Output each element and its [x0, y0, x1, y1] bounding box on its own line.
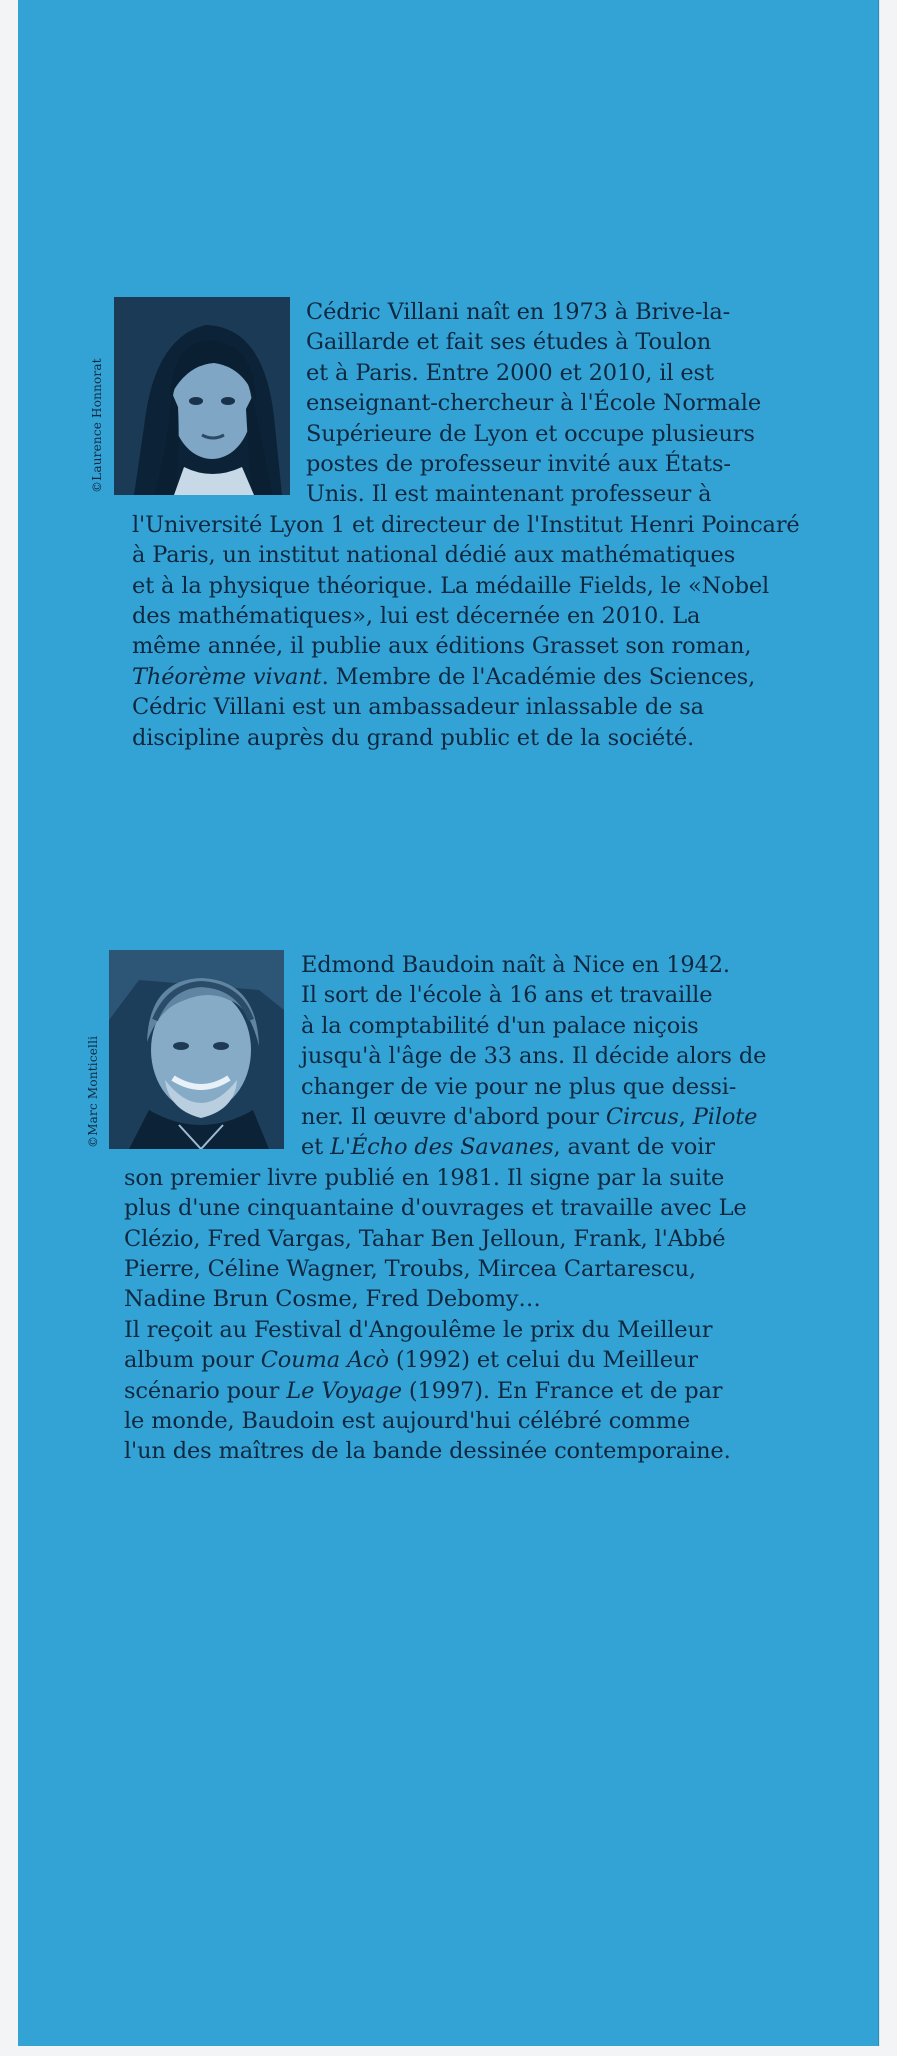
bio-line: [124, 1315, 712, 1345]
text-segment: ,: [678, 1104, 693, 1130]
text-segment: album pour: [124, 1347, 261, 1374]
bio-line: [306, 327, 711, 357]
text-segment: (1997). En France et de par: [401, 1377, 723, 1404]
text-segment: ner. Il œuvre d'abord pour: [301, 1104, 606, 1130]
text-segment: , avant de voir: [553, 1134, 715, 1161]
text-segment: le monde, Baudoin est aujourd'hui célébré comme: [124, 1408, 691, 1434]
text-segment: plus d'une cinquantaine d'ouvrages et travaille avec Le: [124, 1195, 747, 1222]
bio-line: [132, 662, 755, 692]
italic-title: Le Voyage: [286, 1377, 402, 1404]
text-segment: Clézio, Fred Vargas, Tahar Ben Jelloun, Frank, l'Abbé: [124, 1225, 726, 1252]
bio-line: [132, 571, 769, 601]
bio-line: [301, 950, 730, 980]
bio-line: [124, 1193, 747, 1223]
bio-line: [301, 980, 712, 1010]
italic-title: Couma Acò: [260, 1347, 389, 1374]
bio-line: [306, 297, 730, 327]
bio-line: [124, 1345, 698, 1375]
bio-line: [132, 631, 751, 661]
bio-line: [124, 1224, 725, 1254]
bio-line: [132, 510, 800, 540]
text-segment: Cédric Villani est un ambassadeur inlassable de sa: [132, 694, 704, 721]
bio-line: [132, 692, 704, 722]
text-segment: son premier livre publié en 1981. Il signe par la suite: [124, 1164, 725, 1191]
text-segment: à Paris, un institut national dédié aux mathématiques: [132, 542, 736, 569]
bio-line: [306, 449, 731, 479]
bio-line: [301, 1072, 736, 1102]
bio-line: [124, 1284, 541, 1314]
text-segment: Supérieure de Lyon et occupe plusieurs: [306, 420, 755, 447]
author-photo-baudoin: [109, 950, 284, 1149]
italic-title: Théorème vivant: [132, 663, 322, 690]
text-segment: postes de professeur invité aux États-: [306, 451, 731, 477]
bio-line: [301, 1132, 715, 1162]
bio-line: [306, 358, 714, 388]
bio-line: [132, 540, 735, 570]
italic-title: Pilote: [692, 1104, 758, 1130]
bio-line: [301, 1102, 757, 1132]
text-segment: l'Université Lyon 1 et directeur de l'Institut Henri Poincaré: [132, 511, 800, 538]
bio-line: [306, 419, 755, 449]
text-segment: changer de vie pour ne plus que dessi-: [301, 1073, 737, 1100]
bio-line: [124, 1436, 731, 1466]
bio-line: [301, 1041, 766, 1071]
text-segment: et: [301, 1134, 331, 1161]
italic-title: L'Écho des Savanes: [330, 1134, 554, 1161]
bio-line: [132, 723, 694, 753]
photo-credit: ©Marc Monticelli: [86, 1035, 100, 1148]
text-segment: . Membre de l'Académie des Sciences,: [321, 663, 756, 690]
text-segment: Il sort de l'école à 16 ans et travaille: [301, 982, 713, 1009]
text-segment: Nadine Brun Cosme, Fred Debomy…: [124, 1286, 541, 1313]
text-segment: l'un des maîtres de la bande dessinée contemporaine.: [124, 1438, 731, 1465]
italic-title: Circus: [605, 1104, 679, 1130]
text-segment: même année, il publie aux éditions Grasset son roman,: [132, 633, 752, 660]
bio-line: [124, 1406, 690, 1436]
text-segment: Unis. Il est maintenant professeur à: [306, 481, 712, 508]
text-segment: scénario pour: [124, 1377, 287, 1404]
text-segment: enseignant-chercheur à l'École Normale: [306, 390, 762, 417]
text-segment: Il reçoit au Festival d'Angoulême le prix du Meilleur: [124, 1316, 713, 1343]
bio-line: [124, 1254, 696, 1284]
book-flap: [18, 0, 879, 2046]
bio-line: [124, 1376, 722, 1406]
text-segment: (1992) et celui du Meilleur: [388, 1347, 698, 1374]
text-segment: Gaillarde et fait ses études à Toulon: [306, 329, 712, 356]
author-photo-villani: [114, 297, 290, 495]
bio-line: [306, 388, 761, 418]
text-segment: des mathématiques», lui est décernée en 2010. La: [132, 603, 701, 629]
bio-line: [301, 1011, 699, 1041]
bio-line: [132, 601, 700, 631]
text-segment: Cédric Villani naît en 1973 à Brive-la-: [306, 299, 731, 325]
bio-line: [306, 479, 711, 509]
text-segment: et à la physique théorique. La médaille Fields, le «Nobel: [132, 572, 770, 599]
photo-credit: ©Laurence Honnorat: [90, 358, 104, 493]
text-segment: Edmond Baudoin naît à Nice en 1942.: [301, 952, 730, 978]
text-segment: jusqu'à l'âge de 33 ans. Il décide alors de: [301, 1043, 767, 1070]
text-segment: à la comptabilité d'un palace niçois: [301, 1012, 699, 1039]
text-segment: Pierre, Céline Wagner, Troubs, Mircea Cartarescu,: [124, 1256, 696, 1282]
bio-line: [124, 1163, 724, 1193]
text-segment: discipline auprès du grand public et de la société.: [132, 724, 695, 751]
text-segment: et à Paris. Entre 2000 et 2010, il est: [306, 359, 714, 386]
